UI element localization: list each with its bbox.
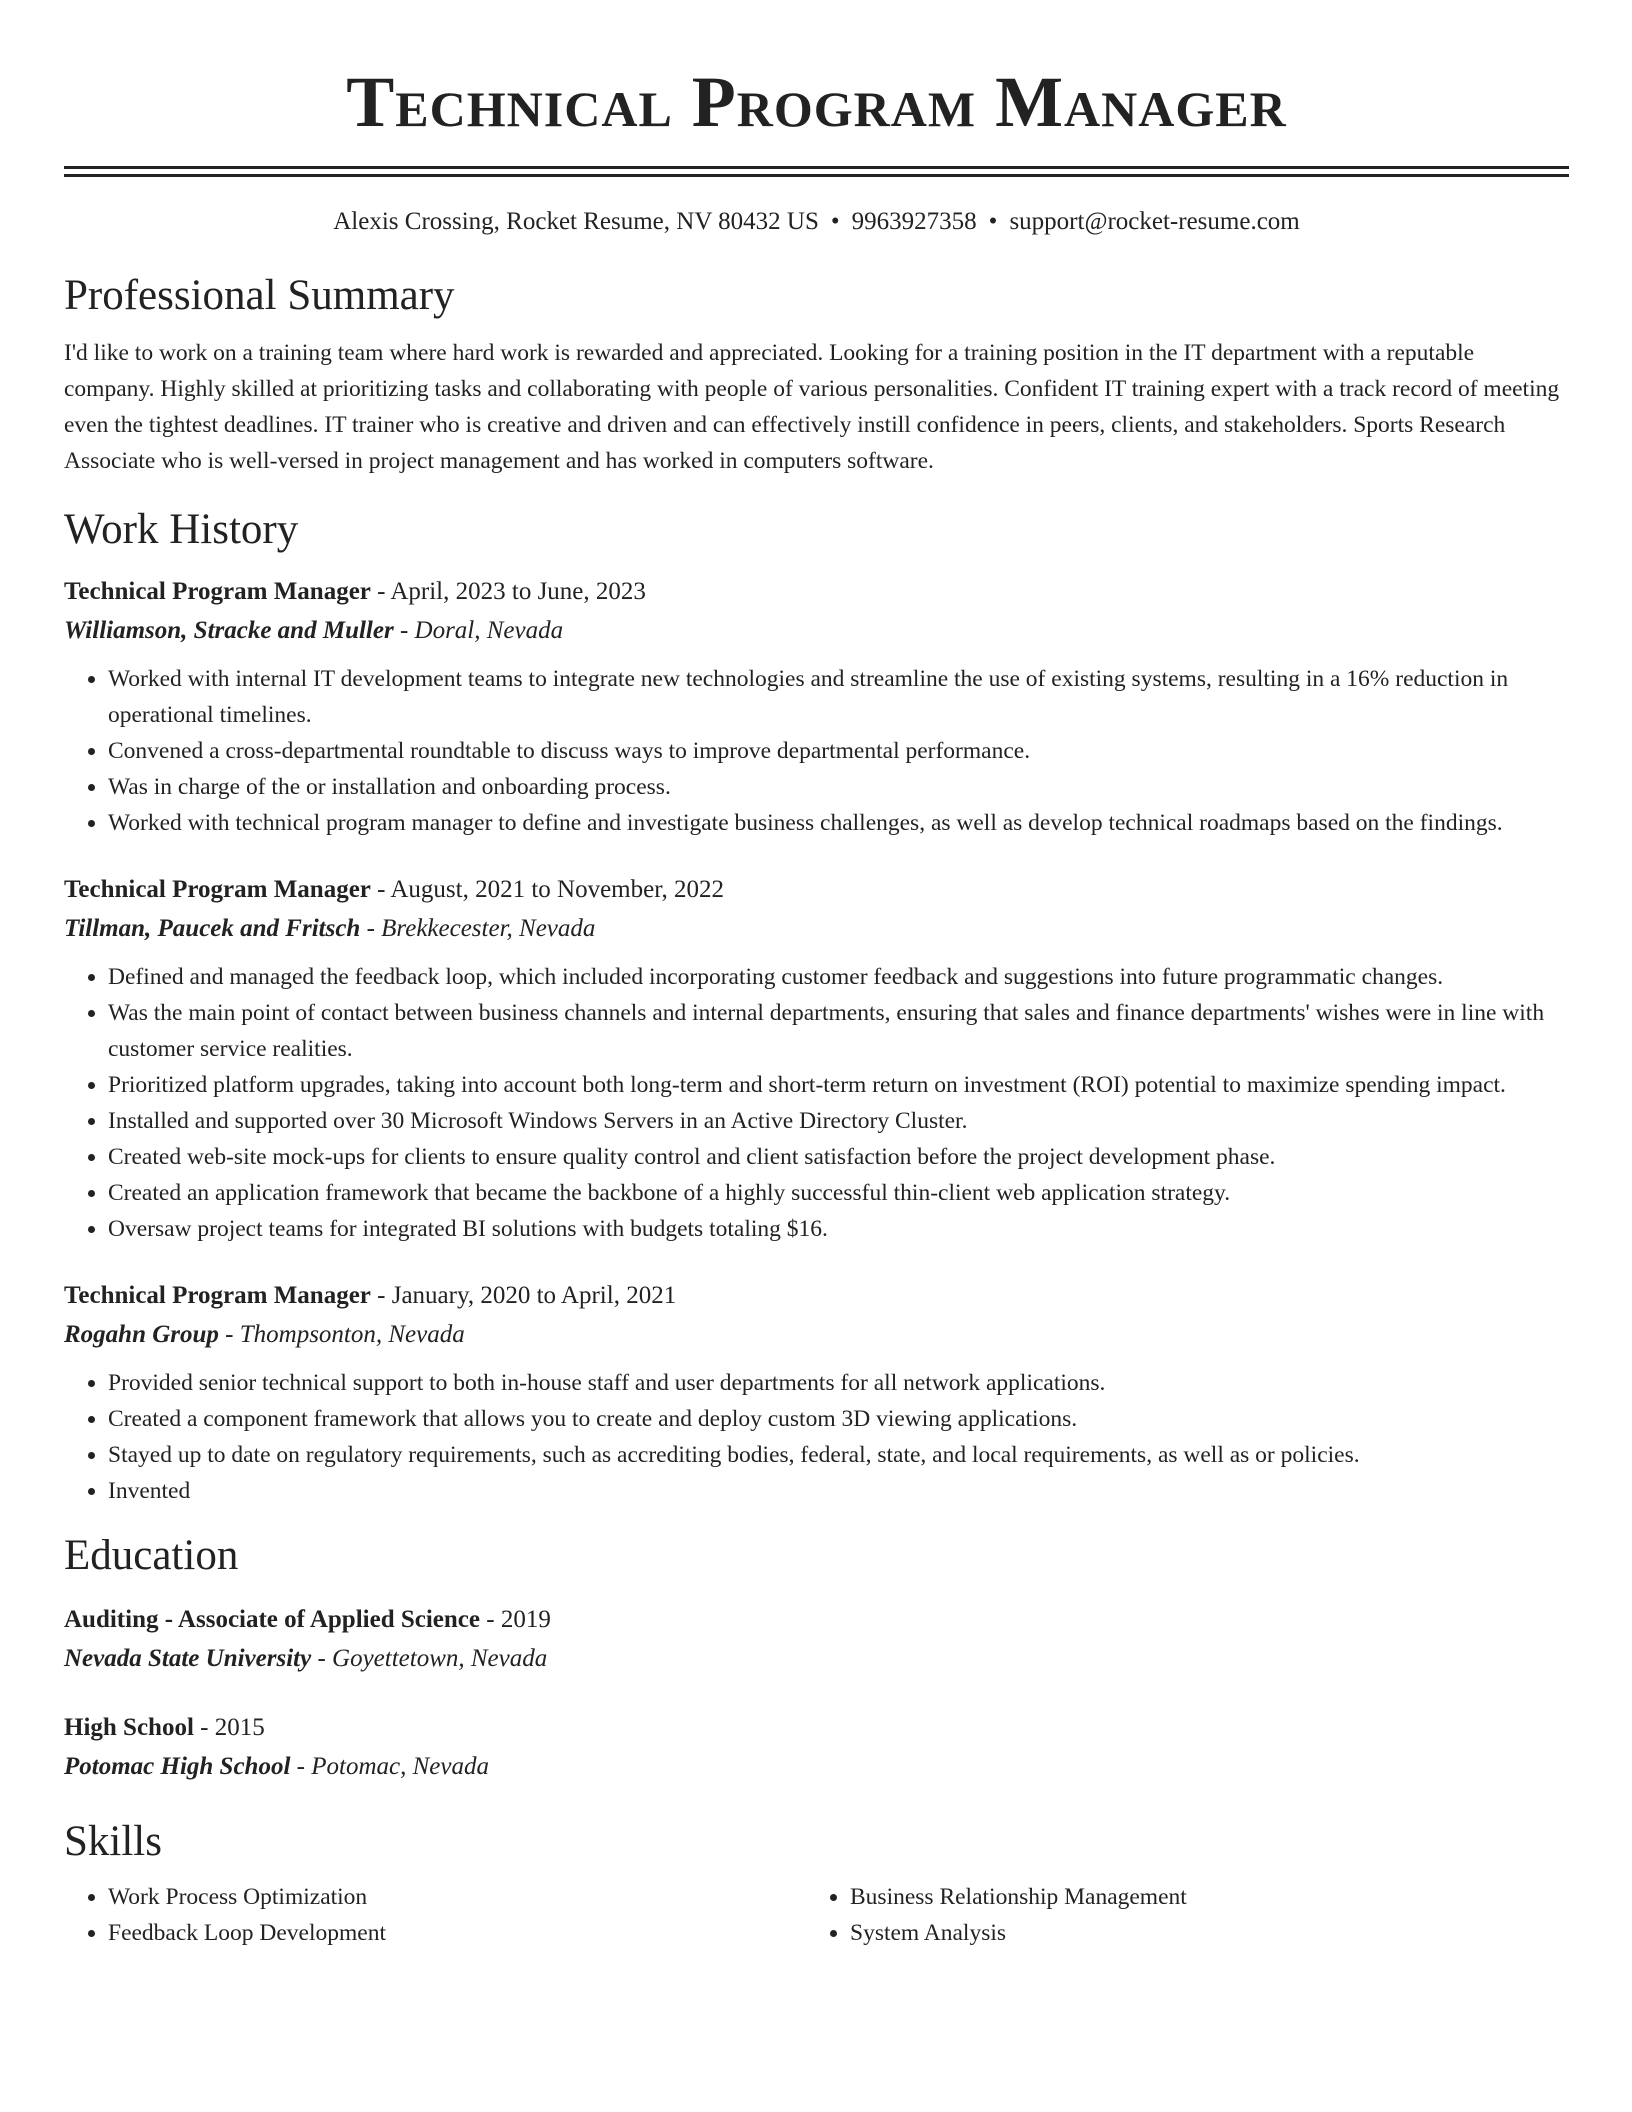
skills-column-right xyxy=(806,1879,1548,1951)
education-degree: High School xyxy=(64,1714,194,1741)
job-title: Technical Program Manager xyxy=(64,578,371,605)
education-location: - Potomac, Nevada xyxy=(290,1753,489,1780)
contact-address: Alexis Crossing, Rocket Resume, NV 80432 US xyxy=(333,208,819,235)
skill-item: • Business Relationship Management xyxy=(850,1879,1548,1915)
job-bullets xyxy=(64,959,1569,1247)
job-company-line xyxy=(64,1315,1569,1355)
education-location: - Goyettetown, Nevada xyxy=(311,1645,548,1672)
contact-line xyxy=(64,205,1569,239)
job-company-line xyxy=(64,611,1569,651)
job-bullet: • Installed and supported over 30 Microsoft Windows Servers in an Active Directory Cluster. xyxy=(108,1103,1569,1139)
contact-separator: • xyxy=(830,208,840,235)
skills-column-left xyxy=(64,1879,806,1951)
job-bullets xyxy=(64,1365,1569,1509)
job-header xyxy=(64,871,1569,909)
job-dates: - April, 2023 to June, 2023 xyxy=(370,578,646,605)
job-dates: - January, 2020 to April, 2021 xyxy=(370,1282,677,1309)
work-history-heading: Work History xyxy=(64,506,299,553)
job-bullet: • Provided senior technical support to both in-house staff and user departments for all network applications. xyxy=(108,1365,1569,1401)
contact-phone: 9963927358 xyxy=(851,208,977,235)
job-bullet: • Prioritized platform upgrades, taking into account both long-term and short-term return on investment (ROI) potential to maximize spending impact. xyxy=(108,1067,1569,1103)
job-company: Williamson, Stracke and Muller xyxy=(64,617,394,644)
education-school-line xyxy=(64,1639,1569,1679)
education-header xyxy=(64,1601,1569,1639)
job-bullet: • Created an application framework that became the backbone of a highly successful thin-client web application strategy. xyxy=(108,1175,1569,1211)
job-bullet: • Worked with internal IT development teams to integrate new technologies and streamline the use of existing systems, resulting in a 16% reduction in operational timelines. xyxy=(108,661,1569,733)
education-year: - 2015 xyxy=(193,1714,265,1741)
resume-title: Technical Program Manager xyxy=(346,62,1287,142)
summary-text: I'd like to work on a training team where hard work is rewarded and appreciated. Looking for a training position in the IT department with a reputable company. Highly skilled at prioritizing tasks and collaborating with people of various personalities. Confident IT training expert with a track record of meeting even the tightest deadlines. IT trainer who is creative and driven and can effectively instill confidence in peers, clients, and stakeholders. Sports Research Associate who is well-versed in project management and has worked in computers software. xyxy=(64,340,1560,474)
job-header xyxy=(64,1277,1569,1315)
job-title: Technical Program Manager xyxy=(64,1282,371,1309)
job-company: Tillman, Paucek and Fritsch xyxy=(64,915,361,942)
job-title: Technical Program Manager xyxy=(64,876,371,903)
job-location: - Brekkecester, Nevada xyxy=(360,915,596,942)
contact-separator: • xyxy=(988,208,998,235)
education-year: - 2019 xyxy=(480,1606,551,1633)
summary-heading: Professional Summary xyxy=(64,272,455,319)
skill-item: • System Analysis xyxy=(850,1915,1548,1951)
job-bullet: • Invented xyxy=(108,1473,1569,1509)
job-location: - Thompsonton, Nevada xyxy=(218,1321,465,1348)
job-header xyxy=(64,573,1569,611)
job-entry xyxy=(64,573,1569,841)
job-company-line xyxy=(64,909,1569,949)
job-bullet: • Created web-site mock-ups for clients to ensure quality control and client satisfaction before the project development phase. xyxy=(108,1139,1569,1175)
education-school: Potomac High School xyxy=(64,1753,291,1780)
education-school-line xyxy=(64,1747,1569,1787)
education-school: Nevada State University xyxy=(64,1645,312,1672)
job-location: - Doral, Nevada xyxy=(393,617,564,644)
job-bullet: • Stayed up to date on regulatory requirements, such as accrediting bodies, federal, state, and local requirements, as well as or policies. xyxy=(108,1437,1569,1473)
job-entry xyxy=(64,871,1569,1247)
job-company: Rogahn Group xyxy=(64,1321,219,1348)
education-heading: Education xyxy=(64,1532,239,1579)
job-bullet: • Convened a cross-departmental roundtable to discuss ways to improve departmental performance. xyxy=(108,733,1569,769)
job-dates: - August, 2021 to November, 2022 xyxy=(370,876,725,903)
job-bullet: • Created a component framework that allows you to create and deploy custom 3D viewing applications. xyxy=(108,1401,1569,1437)
skills-heading: Skills xyxy=(64,1818,162,1865)
job-bullet: • Was in charge of the or installation and onboarding process. xyxy=(108,769,1569,805)
education-entry xyxy=(64,1601,1569,1679)
skill-item: • Feedback Loop Development xyxy=(108,1915,806,1951)
education-header xyxy=(64,1709,1569,1747)
contact-email[interactable]: support@rocket-resume.com xyxy=(1009,208,1300,235)
skill-item: • Work Process Optimization xyxy=(108,1879,806,1915)
job-bullet: • Defined and managed the feedback loop, which included incorporating customer feedback and suggestions into future programmatic changes. xyxy=(108,959,1569,995)
job-entry xyxy=(64,1277,1569,1509)
title-divider xyxy=(64,166,1569,177)
job-bullet: • Was the main point of contact between business channels and internal departments, ensuring that sales and finance departments' wishes were in line with customer service realities. xyxy=(108,995,1569,1067)
job-bullet: • Worked with technical program manager to define and investigate business challenges, as well as develop technical roadmaps based on the findings. xyxy=(108,805,1569,841)
skills-list xyxy=(64,1879,1569,1951)
education-degree: Auditing - Associate of Applied Science xyxy=(64,1606,480,1633)
job-bullets xyxy=(64,661,1569,841)
job-bullet: • Oversaw project teams for integrated BI solutions with budgets totaling $16. xyxy=(108,1211,1569,1247)
education-entry xyxy=(64,1709,1569,1787)
